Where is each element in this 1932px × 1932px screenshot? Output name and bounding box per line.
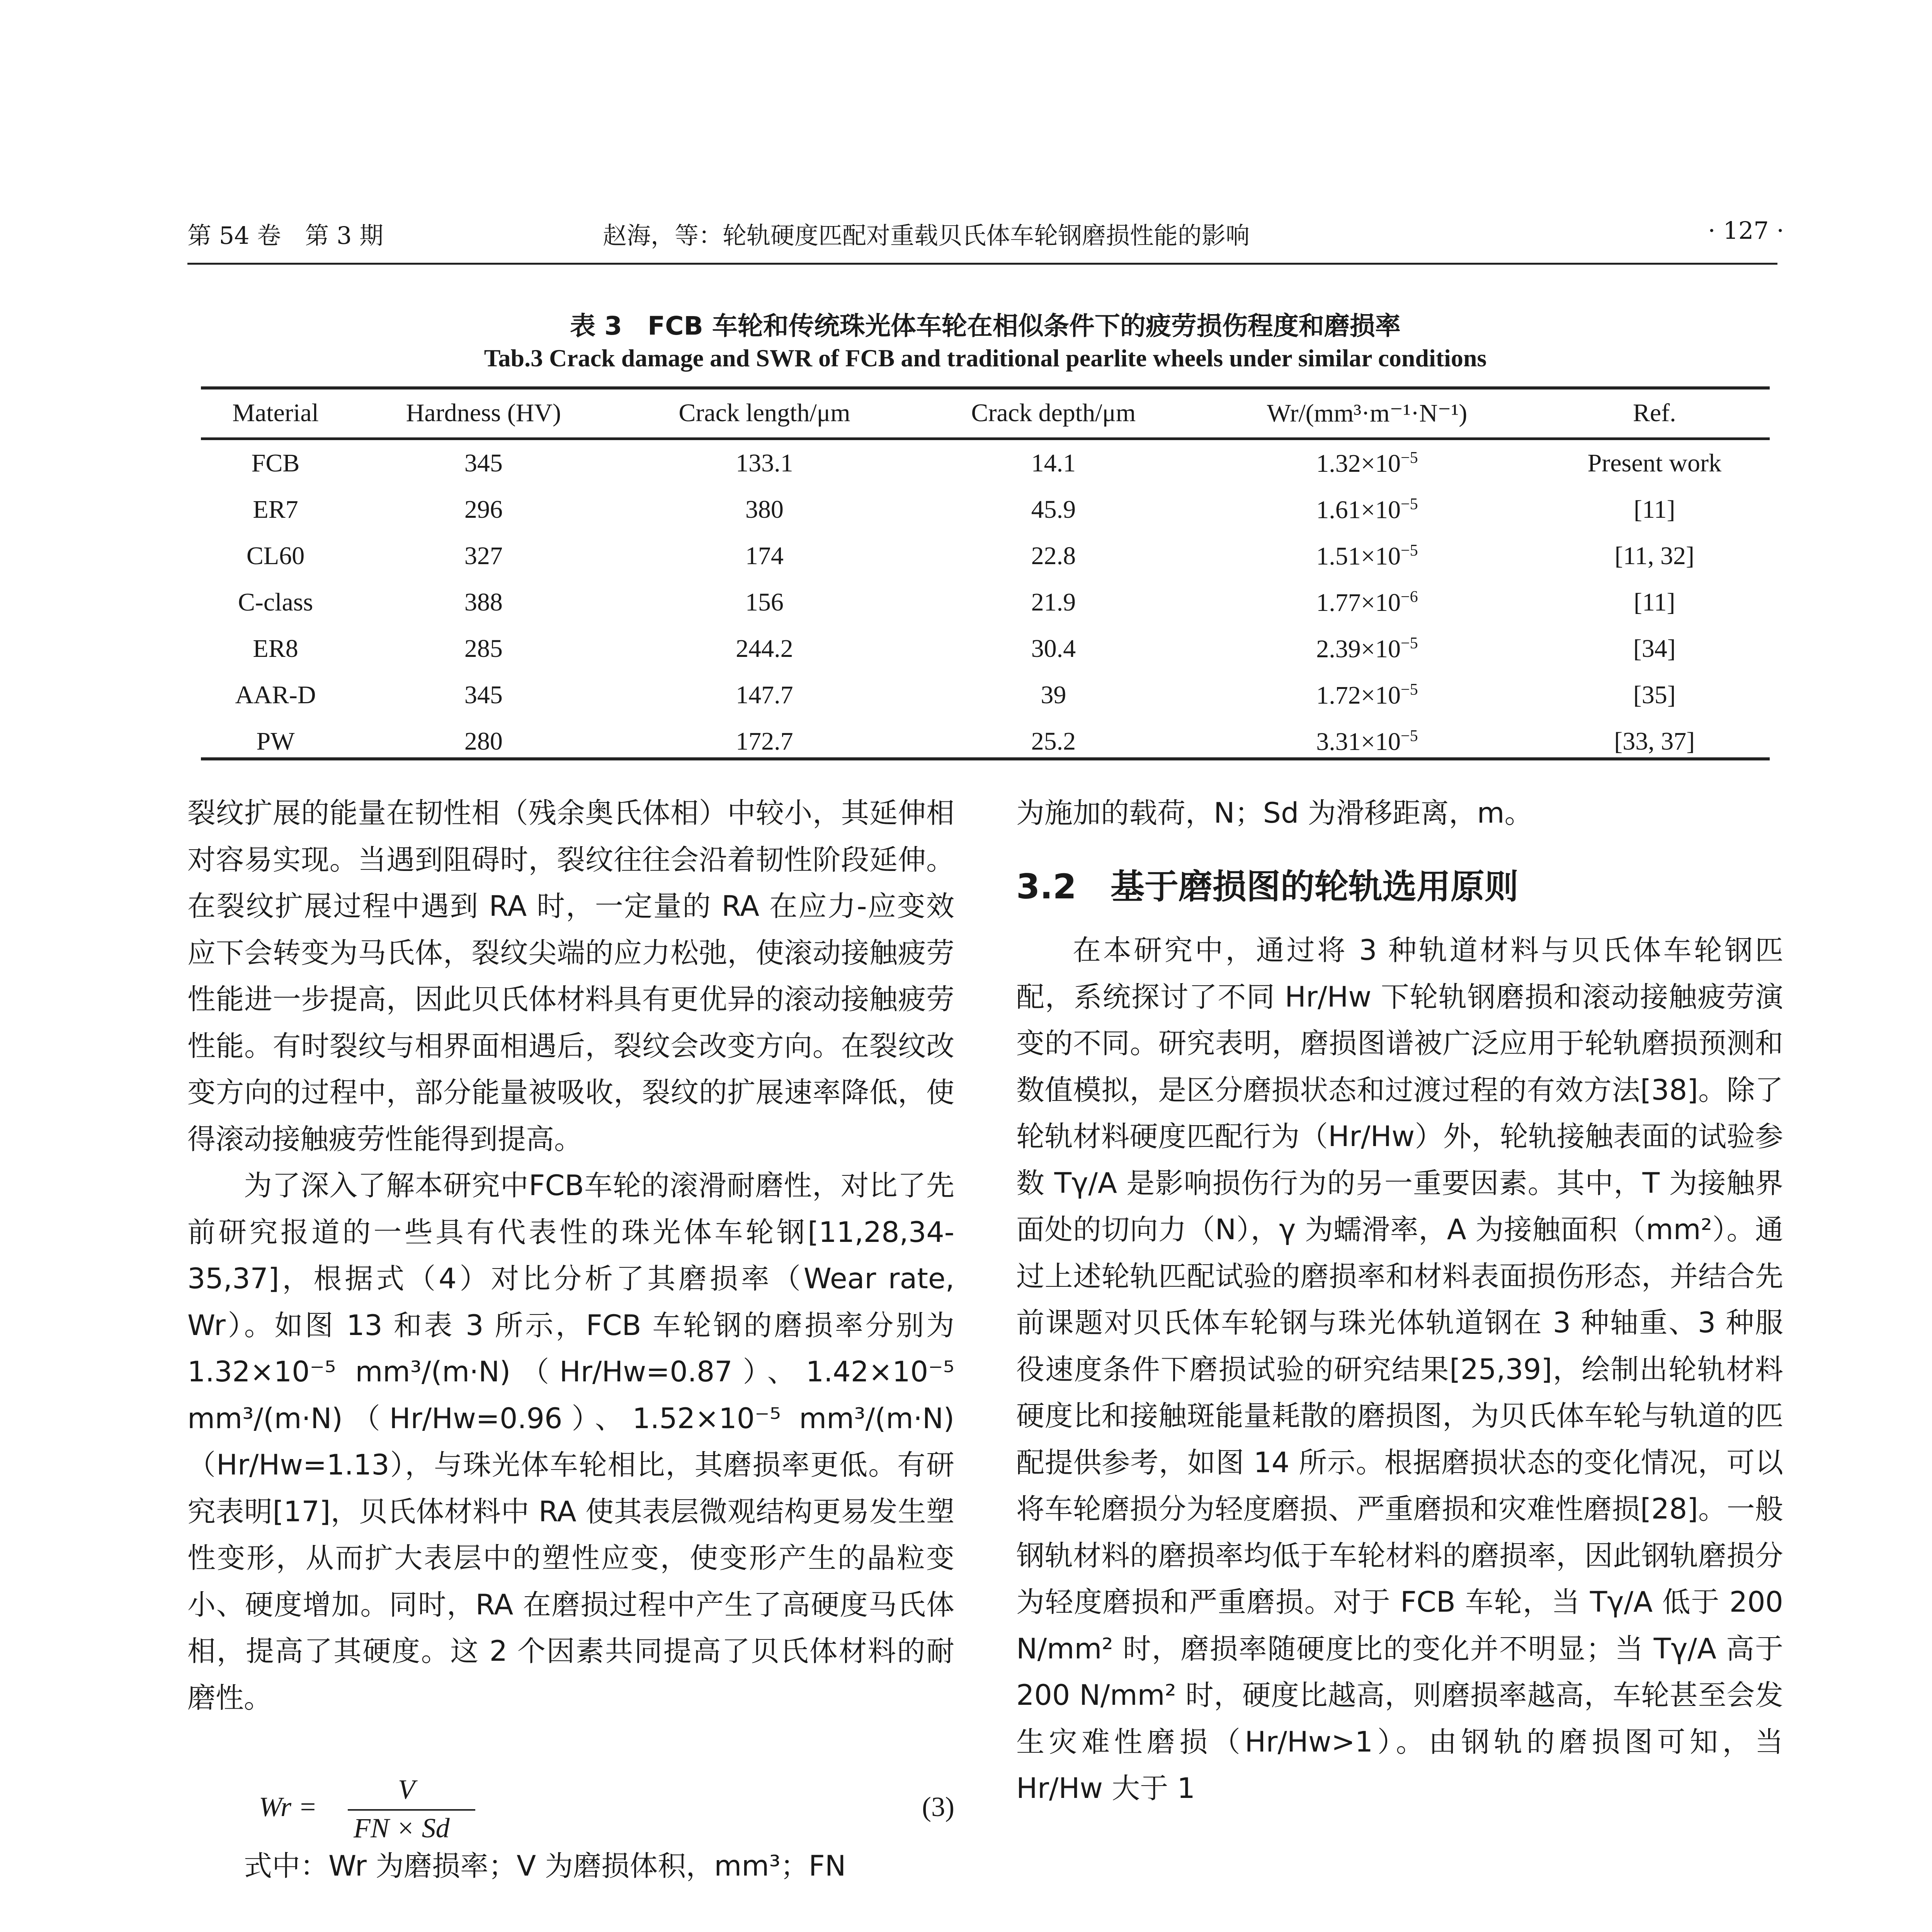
table-title-en: Tab.3 Crack damage and SWR of FCB and traditional pearlite wheels under similar conditions [484,344,1487,372]
right-paragraph-1: 在本研究中，通过将 3 种轨道材料与贝氏体车轮钢匹配，系统探讨了不同 Hr/Hw 下轮轨钢磨损和滚动接触疲劳演变的不同。研究表明，磨损图谱被广泛应用于轮轨磨损预测和数值模拟，是区分磨损状态和过渡过程的有效方法[38]。除了轮轨材料硬度匹配行为（Hr/Hw）外，轮轨接触表面的试验参数 Tγ/A 是影响损伤行为的另一重要因素。其中，T 为接触界面处的切向力（N），γ 为蠕滑率，A 为接触面积（mm²）。通过上述轮轨匹配试验的磨损率和材料表面损伤形态，并结合先前课题对贝氏体车轮钢与珠光体轨道钢在 3 种轴重、3 种服役速度条件下磨损试验的研究结果[25,39]，绘制出轮轨材料硬度比和接触斑能量耗散的磨损图，为贝氏体车轮与轨道的匹配提供参考，如图 14 所示。根据磨损状态的变化情况，可以将车轮磨损分为轻度磨损、严重磨损和灾难性磨损[28]。一般钢轨材料的磨损率均低于车轮材料的磨损率，因此钢轨磨损分为轻度磨损和严重磨损。对于 FCB 车轮，当 Tγ/A 低于 200 N/mm² 时，磨损率随硬度比的变化并不明显；当 Tγ/A 高于 200 N/mm² 时，硬度比越高，则磨损率越高，车轮甚至会发生灾难性磨损（Hr/Hw>1）。由钢轨的磨损图可知，当 Hr/Hw 大于 1 [1016,934,1783,1805]
cell-material: C-class [238,588,313,616]
cell-crack-depth: 30.4 [1031,634,1076,663]
table-row [201,626,1770,672]
cell-material: CL60 [246,542,305,570]
table-row [201,579,1770,626]
wear-rate-exponent: −5 [1401,541,1418,560]
left-paragraph-1: 裂纹扩展的能量在韧性相（残余奥氏体相）中较小，其延伸相对容易实现。当遇到阻碍时，裂纹往往会沿着韧性阶段延伸。在裂纹扩展过程中遇到 RA 时，一定量的 RA 在应力-应变效应下会转变为马氏体，裂纹尖端的应力松弛，使滚动接触疲劳性能进一步提高，因此贝氏体材料具有更优异的滚动接触疲劳性能。有时裂纹与相界面相遇后，裂纹会改变方向。在裂纹改变方向的过程中，部分能量被吸收，裂纹的扩展速率降低，使得滚动接触疲劳性能得到提高。 [187,797,954,1156]
table-title-cn: 表 3 FCB 车轮和传统珠光体车轮在相似条件下的疲劳损伤程度和磨损率 [570,311,1401,341]
table-row [201,486,1770,533]
cell-crack-length: 380 [745,495,784,524]
cell-crack-depth: 39 [1041,681,1066,709]
cell-crack-length: 172.7 [736,727,793,755]
th-wear-rate: Wr/(mm³·m⁻¹·N⁻¹) [1195,388,1539,439]
wear-rate-mantissa: 2.39×10 [1316,634,1401,663]
right-column [1016,927,1783,1812]
wear-rate-exponent: −5 [1401,449,1418,467]
cell-crack-length: 133.1 [736,449,793,477]
cell-hardness: 327 [464,542,503,570]
cell-crack-depth: 25.2 [1031,727,1076,755]
cell-ref: [33, 37] [1614,727,1695,755]
cell-material: FCB [251,449,300,477]
wear-rate-exponent: −5 [1401,634,1418,652]
right-column-top [1016,790,1783,837]
cell-crack-depth: 45.9 [1031,495,1076,524]
th-hardness: Hardness (HV) [350,388,617,439]
cell-ref: [34] [1633,634,1676,663]
header-right: · 127 · [1708,216,1784,245]
cell-hardness: 285 [464,634,503,663]
left-paragraph-2: 为了深入了解本研究中FCB车轮的滚滑耐磨性，对比了先前研究报道的一些具有代表性的珠光体车轮钢[11,28,34-35,37]，根据式（4）对比分析了其磨损率（Wear rate, Wr）。如图 13 和表 3 所示，FCB 车轮钢的磨损率分别为 1.32×10⁻⁵ mm³/(m·N)（Hr/Hw=0.87）、1.42×10⁻⁵ mm³/(m·N)（Hr/Hw=0.96）、1.52×10⁻⁵ mm³/(m·N)（Hr/Hw=1.13），与珠光体车轮相比，其磨损率更低。有研究表明[17]，贝氏体材料中 RA 使其表层微观结构更易发生塑性变形，从而扩大表层中的塑性应变，使变形产生的晶粒变小、硬度增加。同时，RA 在磨损过程中产生了高硬度马氏体相，提高了其硬度。这 2 个因素共同提高了贝氏体材料的耐磨性。 [187,1169,954,1714]
cell-material: PW [256,727,295,755]
eq-denominator: FN × Sd [354,1813,450,1844]
table-row [201,672,1770,718]
cell-hardness: 345 [464,681,503,709]
wear-rate-mantissa: 3.31×10 [1316,727,1401,756]
cell-ref: [11] [1634,588,1675,616]
cell-wear-rate [1195,672,1539,718]
header-rule [187,263,1777,265]
equation-3 [259,1774,954,1847]
left-column-tail [187,1843,954,1890]
table-row [201,533,1770,579]
wear-rate-exponent: −6 [1401,588,1418,606]
cell-crack-length: 244.2 [736,634,793,663]
cell-wear-rate [1195,626,1539,672]
eq-lhs: Wr = [259,1791,317,1822]
table-bottom-rule [201,757,1770,760]
cell-material: AAR-D [235,681,316,709]
wear-rate-mantissa: 1.77×10 [1316,588,1401,617]
cell-crack-length: 147.7 [736,681,793,709]
wear-rate-mantissa: 1.72×10 [1316,681,1401,709]
cell-hardness: 296 [464,495,503,524]
header-left: 第 54 卷 第 3 期 [187,221,384,250]
cell-hardness: 345 [464,449,503,477]
cell-ref: [11] [1634,495,1675,524]
cell-wear-rate [1195,486,1539,533]
table-header-row [201,388,1770,439]
th-crack-depth: Crack depth/μm [912,388,1195,439]
th-crack-length: Crack length/μm [617,388,912,439]
cell-hardness: 280 [464,727,503,755]
cell-crack-depth: 22.8 [1031,542,1076,570]
wear-rate-mantissa: 1.32×10 [1316,449,1401,478]
cell-ref: [11, 32] [1614,542,1695,570]
cell-crack-depth: 21.9 [1031,588,1076,616]
eq-number: (3) [922,1791,954,1822]
wear-rate-exponent: −5 [1401,680,1418,699]
wear-rate-mantissa: 1.61×10 [1316,495,1401,524]
cell-ref: Present work [1587,449,1721,477]
table-3 [201,388,1770,765]
cell-ref: [35] [1633,681,1676,709]
th-ref: Ref. [1539,388,1770,439]
cell-material: ER7 [253,495,298,524]
cell-crack-length: 174 [745,542,784,570]
cell-crack-length: 156 [745,588,784,616]
left-paragraph-3: 式中：Wr 为磨损率；V 为磨损体积，mm³；FN [244,1850,846,1883]
section-heading: 3.2 基于磨损图的轮轨选用原则 [1016,867,1519,906]
cell-wear-rate [1195,533,1539,579]
cell-hardness: 388 [464,588,503,616]
table-row [201,439,1770,487]
right-paragraph-0: 为施加的载荷，N；Sd 为滑移距离，m。 [1016,797,1533,830]
wear-rate-exponent: −5 [1401,727,1418,745]
eq-numerator: V [398,1774,415,1805]
eq-fraction-bar [348,1809,475,1811]
cell-material: ER8 [253,634,298,663]
header-center: 赵海，等：轮轨硬度匹配对重载贝氏体车轮钢磨损性能的影响 [603,221,1250,250]
cell-wear-rate [1195,439,1539,487]
left-column [187,790,954,1721]
cell-wear-rate [1195,579,1539,626]
wear-rate-mantissa: 1.51×10 [1316,542,1401,570]
figure-14 [0,1901,1932,1932]
th-material: Material [201,388,350,439]
wear-rate-exponent: −5 [1401,495,1418,513]
cell-crack-depth: 14.1 [1031,449,1076,477]
